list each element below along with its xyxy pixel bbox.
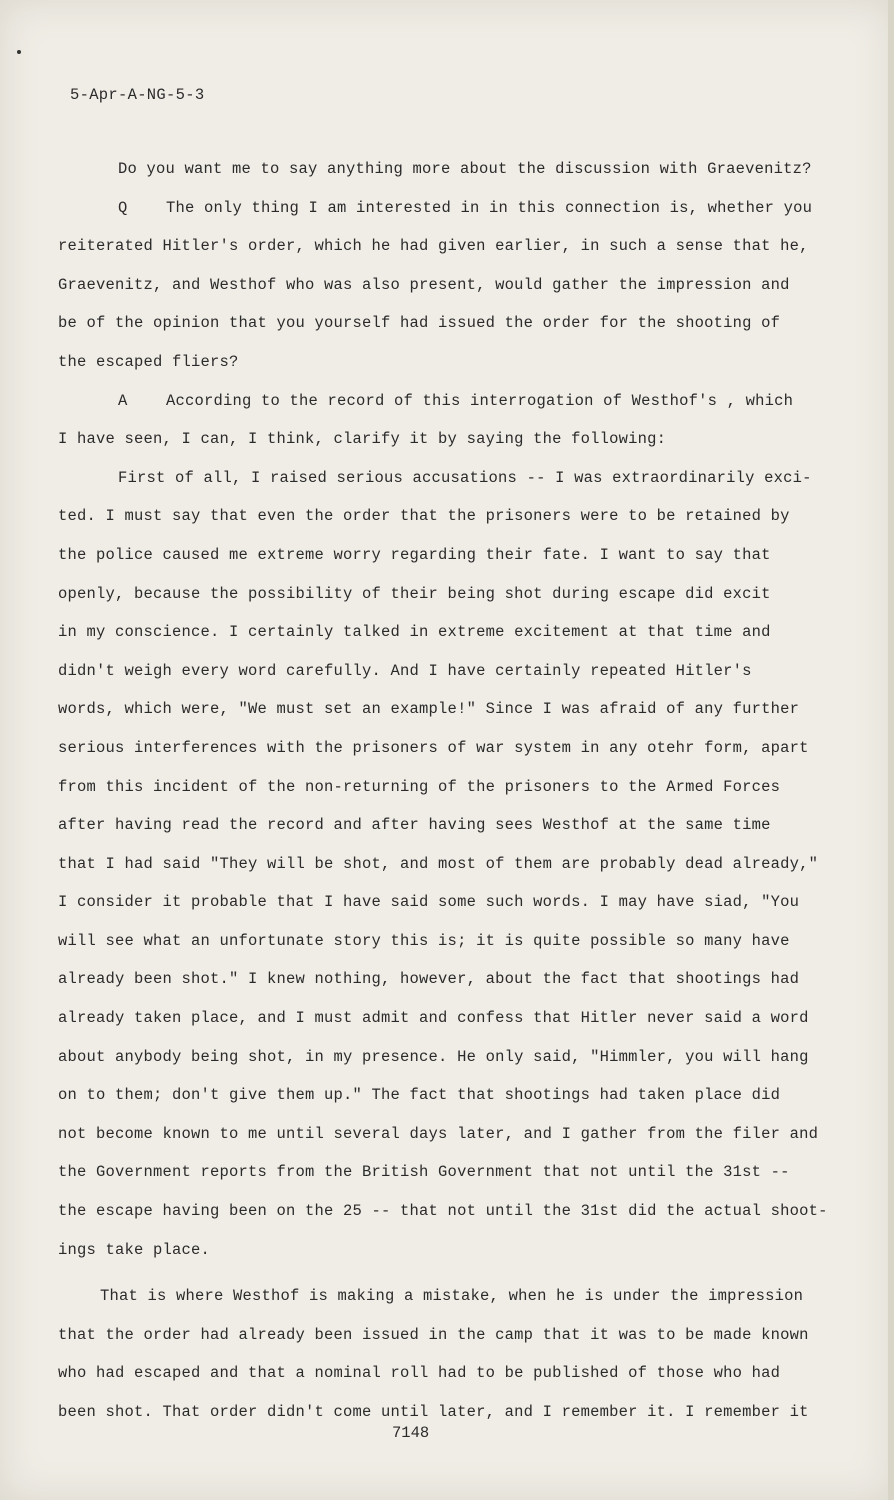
text-line — [58, 806, 836, 845]
line-text: I consider it probable that I have said some such words. I may have siad, "You — [58, 893, 800, 912]
text-line — [58, 343, 836, 382]
line-text: about anybody being shot, in my presence. He only said, "Himmler, you will hang — [58, 1047, 809, 1066]
line-text: Do you want me to say anything more about the discussion with Graevenitz? — [118, 160, 812, 178]
text-line — [58, 382, 836, 421]
line-text: According to the record of this interrogation of Westhof's , which — [166, 391, 794, 410]
text-line — [58, 1192, 836, 1231]
text-line — [58, 227, 836, 266]
line-text: serious interferences with the prisoners of war system in any otehr form, apart — [58, 738, 809, 757]
line-text: be of the opinion that you yourself had issued the order for the shooting of — [58, 314, 781, 333]
line-text: will see what an unfortunate story this is; it is quite possible so many have — [58, 931, 790, 950]
line-text: the escaped fliers? — [58, 352, 239, 371]
line-text: openly, because the possibility of their being shot during escape did excit — [58, 584, 771, 603]
text-line — [58, 1354, 836, 1393]
line-text: words, which were, "We must set an example!" Since I was afraid of any further — [58, 700, 800, 719]
page-number: 7148 — [392, 1424, 430, 1442]
paragraph-gap — [58, 1269, 836, 1277]
line-text: already taken place, and I must admit and confess that Hitler never said a word — [58, 1009, 809, 1028]
text-line — [58, 922, 836, 961]
text-line — [58, 459, 836, 498]
text-line — [58, 652, 836, 691]
text-line — [58, 1231, 836, 1270]
page-edge — [888, 0, 894, 1500]
text-line — [58, 960, 836, 999]
text-line — [58, 575, 836, 614]
line-text: I have seen, I can, I think, clarify it by saying the following: — [58, 430, 667, 449]
text-line — [58, 613, 836, 652]
text-line — [58, 536, 836, 575]
document-body — [58, 150, 836, 1432]
line-text: who had escaped and that a nominal roll had to be published of those who had — [58, 1364, 781, 1383]
text-line — [58, 150, 836, 189]
line-text: ings take place. — [58, 1240, 211, 1259]
line-text: that the order had already been issued in the camp that it was to be made known — [58, 1325, 809, 1344]
text-line — [58, 1115, 836, 1154]
line-text: on to them; don't give them up." The fact that shootings had taken place did — [58, 1086, 781, 1105]
text-line — [58, 497, 836, 536]
text-line — [58, 420, 836, 459]
line-text: The only thing I am interested in in this connection is, whether you — [166, 198, 813, 217]
line-text: already been shot." I knew nothing, however, about the fact that shootings had — [58, 970, 800, 989]
line-text: been shot. That order didn't come until later, and I remember it. I remember it — [58, 1403, 809, 1421]
speaker-label: A — [118, 391, 128, 410]
line-text: That is where Westhof is making a mistake, when he is under the impression — [100, 1287, 804, 1306]
line-text: ted. I must say that even the order that the prisoners were to be retained by — [58, 507, 790, 526]
line-text: after having read the record and after having sees Westhof at the same time — [58, 816, 771, 835]
punch-mark — [17, 50, 21, 54]
text-line — [58, 1393, 836, 1432]
text-line — [58, 690, 836, 729]
text-line — [58, 768, 836, 807]
line-text: reiterated Hitler's order, which he had given earlier, in such a sense that he, — [58, 237, 809, 256]
line-text: the police caused me extreme worry regarding their fate. I want to say that — [58, 545, 771, 564]
text-line — [58, 1316, 836, 1355]
line-text: Graevenitz, and Westhof who was also present, would gather the impression and — [58, 275, 790, 294]
text-line — [58, 304, 836, 343]
text-line — [58, 189, 836, 228]
line-text: not become known to me until several days later, and I gather from the filer and — [58, 1124, 819, 1143]
line-text: in my conscience. I certainly talked in extreme excitement at that time and — [58, 623, 771, 642]
line-text: First of all, I raised serious accusations -- I was extraordinarily exci- — [118, 468, 812, 487]
text-line — [58, 1076, 836, 1115]
line-text: that I had said "They will be shot, and most of them are probably dead already," — [58, 854, 819, 873]
text-line — [58, 883, 836, 922]
line-text: the Government reports from the British Government that not until the 31st -- — [58, 1163, 790, 1182]
text-line — [58, 999, 836, 1038]
text-line — [58, 1038, 836, 1077]
text-line — [58, 729, 836, 768]
text-line — [58, 1277, 836, 1316]
line-text: the escape having been on the 25 -- that not until the 31st did the actual shoot- — [58, 1202, 828, 1221]
document-reference: 5-Apr-A-NG-5-3 — [70, 86, 205, 104]
line-text: from this incident of the non-returning of the prisoners to the Armed Forces — [58, 777, 781, 796]
text-line — [58, 1153, 836, 1192]
speaker-label: Q — [118, 198, 128, 217]
line-text: didn't weigh every word carefully. And I have certainly repeated Hitler's — [58, 661, 752, 680]
text-line — [58, 266, 836, 305]
text-line — [58, 845, 836, 884]
